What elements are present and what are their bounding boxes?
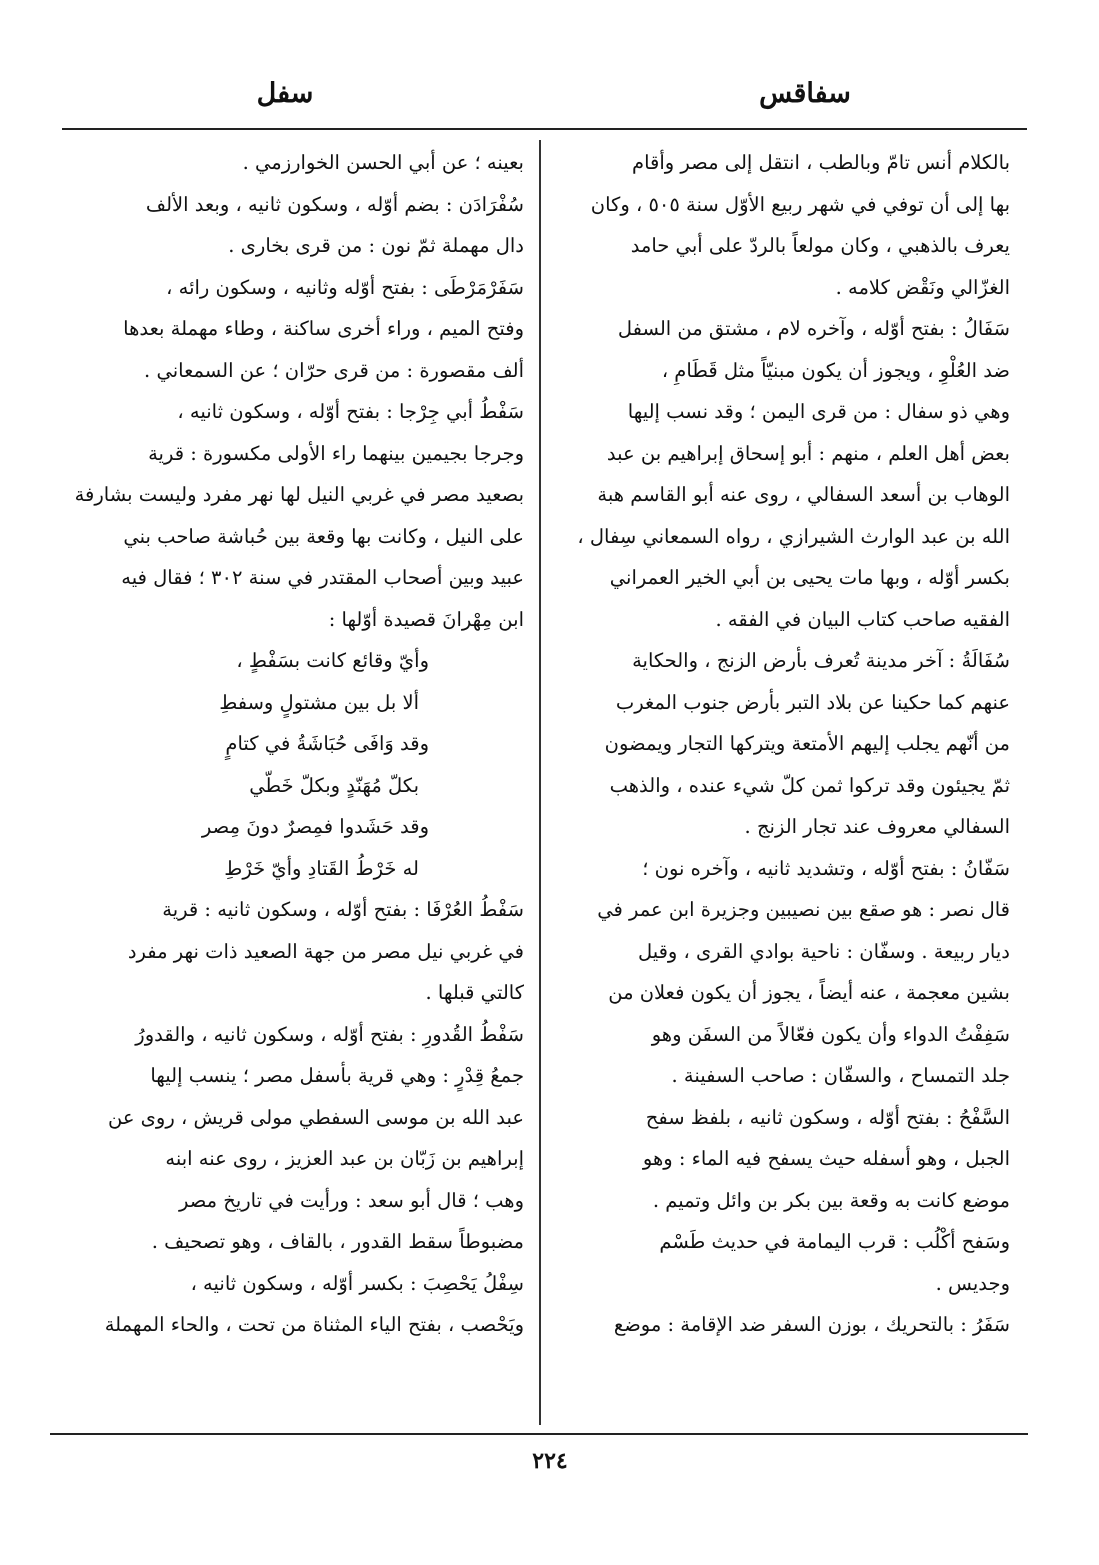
text-line: سَفَرْمَرْطَى : بفتح أوّله وثانيه ، وسكون رائه ، bbox=[166, 275, 524, 299]
text-line: سَفَالُ : بفتح أوّله ، وآخره لام ، مشتق من السفل bbox=[617, 317, 1010, 340]
text-line: ديار ربيعة . وسفّان : ناحية بوادي القرى ، وقيل bbox=[637, 939, 1010, 963]
poem-line: وقد وَافَى حُبَاشَةُ في كتامٍ bbox=[225, 732, 429, 755]
header-rule bbox=[62, 128, 1027, 130]
poem-line: له خَرْطُ القَتادِ وأيّ خَرْطِ bbox=[224, 856, 419, 880]
text-line: سَفْطُ أبي جِرْجا : بفتح أوّله ، وسكون ثانيه ، bbox=[177, 400, 524, 423]
text-line: سَفْطُ العُرْفَا : بفتح أوّله ، وسكون ثانيه : قرية bbox=[162, 898, 524, 921]
text-line: السَّفْحُ : بفتح أوّله ، وسكون ثانيه ، بلفظ سفح bbox=[645, 1105, 1010, 1129]
text-line: من أنّهم يجلب إليهم الأمتعة ويتركها التجار ويمضون bbox=[604, 732, 1010, 755]
text-line: عبد الله بن موسى السفطي مولى قريش ، روى عن bbox=[107, 1105, 524, 1129]
text-line: وجديس . bbox=[935, 1271, 1010, 1295]
text-line: ويَحْصب ، بفتح الياء المثناة من تحت ، والحاء المهملة bbox=[104, 1313, 524, 1336]
text-line: ثمّ يجيئون وقد تركوا ثمن كلّ شيء عنده ، والذهب bbox=[609, 773, 1010, 797]
poem-line: بكلّ مُهَنّدٍ وبكلّ خَطّي bbox=[249, 773, 419, 797]
column-divider bbox=[539, 140, 541, 1425]
text-line: وهب ؛ قال أبو سعد : ورأيت في تاريخ مصر bbox=[178, 1188, 524, 1212]
footer-rule bbox=[50, 1433, 1028, 1435]
text-line: الغزّالي ونَقْض كلامه . bbox=[835, 275, 1010, 299]
text-line: مضبوطاً سقط القدور ، بالقاف ، وهو تصحيف . bbox=[151, 1230, 524, 1253]
text-line: سُفَالَةُ : آخر مدينة تُعرف بأرض الزنج ، والحكاية bbox=[632, 649, 1010, 672]
text-line: كالتي قبلها . bbox=[425, 981, 524, 1004]
text-line: جمعُ قِدْرٍ : وهي قرية بأسفل مصر ؛ ينسب إليها bbox=[150, 1064, 524, 1087]
poem-line: وأيّ وقائع كانت بسَفْطٍ ، bbox=[236, 649, 429, 672]
text-line: سَفْطُ القُدورِ : بفتح أوّله ، وسكون ثانيه ، والقدورُ bbox=[135, 1022, 524, 1046]
text-line: سُفْرَادَن : بضم أوّله ، وسكون ثانيه ، وبعد الألف bbox=[145, 192, 524, 216]
text-line: إبراهيم بن زَبّان بن عبد العزيز ، روى عنه ابنه bbox=[165, 1147, 524, 1170]
text-line: بالكلام أنس تامّ وبالطب ، انتقل إلى مصر وأقام bbox=[632, 151, 1010, 174]
text-line: وسَفح أكْلُب : قرب اليمامة في حديث طَسْم bbox=[659, 1230, 1010, 1253]
page-number: ٢٢٤ bbox=[532, 1448, 568, 1474]
text-line: سَفّانُ : بفتح أوّله ، وتشديد ثانيه ، وآخره نون ؛ bbox=[642, 856, 1010, 880]
text-line: الوهاب بن أسعد السفالي ، روى عنه أبو القاسم هبة bbox=[597, 483, 1010, 506]
text-line: سِفْلُ يَحْصِبَ : بكسر أوّله ، وسكون ثانيه ، bbox=[190, 1271, 524, 1295]
text-line: بشين معجمة ، عنه أيضاً ، يجوز أن يكون فعلان من bbox=[608, 981, 1010, 1004]
text-line: سَفِفْتُ الدواء وأن يكون فعّالاً من السفَن وهو bbox=[651, 1022, 1010, 1046]
text-line: وجرجا بجيمين بينهما راء الأولى مكسورة : قرية bbox=[148, 441, 524, 465]
text-line: وفتح الميم ، وراء أخرى ساكنة ، وطاء مهملة بعدها bbox=[123, 317, 524, 340]
text-line: بها إلى أن توفي في شهر ربيع الأوّل سنة ٥٠٥ ، وكان bbox=[590, 192, 1010, 216]
text-line: عبيد وبين أصحاب المقتدر في سنة ٣٠٢ ؛ فقال فيه bbox=[121, 566, 524, 589]
poem-line: وقد حَشَدوا فمِصرٌ دونَ مِصر bbox=[201, 815, 429, 838]
right-column bbox=[556, 142, 1010, 1346]
text-line: يعرف بالذهبي ، وكان مولعاً بالردّ على أبي حامد bbox=[630, 234, 1010, 257]
text-line: وهي ذو سفال : من قرى اليمن ؛ وقد نسب إليها bbox=[627, 400, 1010, 423]
text-line: الجبل ، وهو أسفله حيث يسفح فيه الماء : وهو bbox=[642, 1147, 1010, 1170]
text-line: موضع كانت به وقعة بين بكر بن وائل وتميم . bbox=[652, 1188, 1010, 1212]
text-line: دال مهملة ثمّ نون : من قرى بخارى . bbox=[228, 234, 524, 257]
text-line: عنهم كما حكينا عن بلاد التبر بأرض جنوب المغرب bbox=[615, 690, 1010, 714]
text-line: بعض أهل العلم ، منهم : أبو إسحاق إبراهيم بن عبد bbox=[606, 441, 1010, 465]
text-line: بصعيد مصر في غربي النيل لها نهر مفرد وليست بشارفة bbox=[74, 483, 524, 506]
text-line: جلد التمساح ، والسفّان : صاحب السفينة . bbox=[671, 1064, 1010, 1087]
running-header-left: سفل bbox=[256, 78, 314, 109]
text-line: الفقيه صاحب كتاب البيان في الفقه . bbox=[715, 607, 1010, 631]
text-line: ألف مقصورة : من قرى حرّان ؛ عن السمعاني . bbox=[144, 358, 524, 382]
text-line: سَفَرُ : بالتحريك ، بوزن السفر ضد الإقامة : موضع bbox=[613, 1313, 1010, 1336]
text-line: بكسر أوّله ، وبها مات يحيى بن أبي الخير العمراني bbox=[609, 566, 1010, 589]
poem-line: ألا بل بين مشتولٍ وسفطِ bbox=[219, 690, 419, 714]
text-line: الله بن عبد الوارث الشيرازي ، رواه السمعاني سِفال ، bbox=[577, 524, 1010, 548]
running-header-right: سفاقس bbox=[759, 78, 851, 109]
left-column bbox=[70, 142, 524, 1346]
text-line: قال نصر : هو صقع بين نصيبين وجزيرة ابن عمر في bbox=[597, 898, 1010, 921]
text-line: بعينه ؛ عن أبي الحسن الخوارزمي . bbox=[242, 151, 524, 174]
text-line: ضد العُلْوِ ، ويجوز أن يكون مبنيّاً مثل قَطَامِ ، bbox=[661, 358, 1010, 382]
text-line: السفالي معروف عند تجار الزنج . bbox=[744, 815, 1010, 838]
text-line: على النيل ، وكانت بها وقعة بين حُباشة صاحب بني bbox=[123, 524, 524, 548]
text-line: في غربي نيل مصر من جهة الصعيد ذات نهر مفرد bbox=[127, 939, 524, 963]
text-line: ابن مِهْرانَ قصيدة أوّلها : bbox=[328, 607, 524, 631]
